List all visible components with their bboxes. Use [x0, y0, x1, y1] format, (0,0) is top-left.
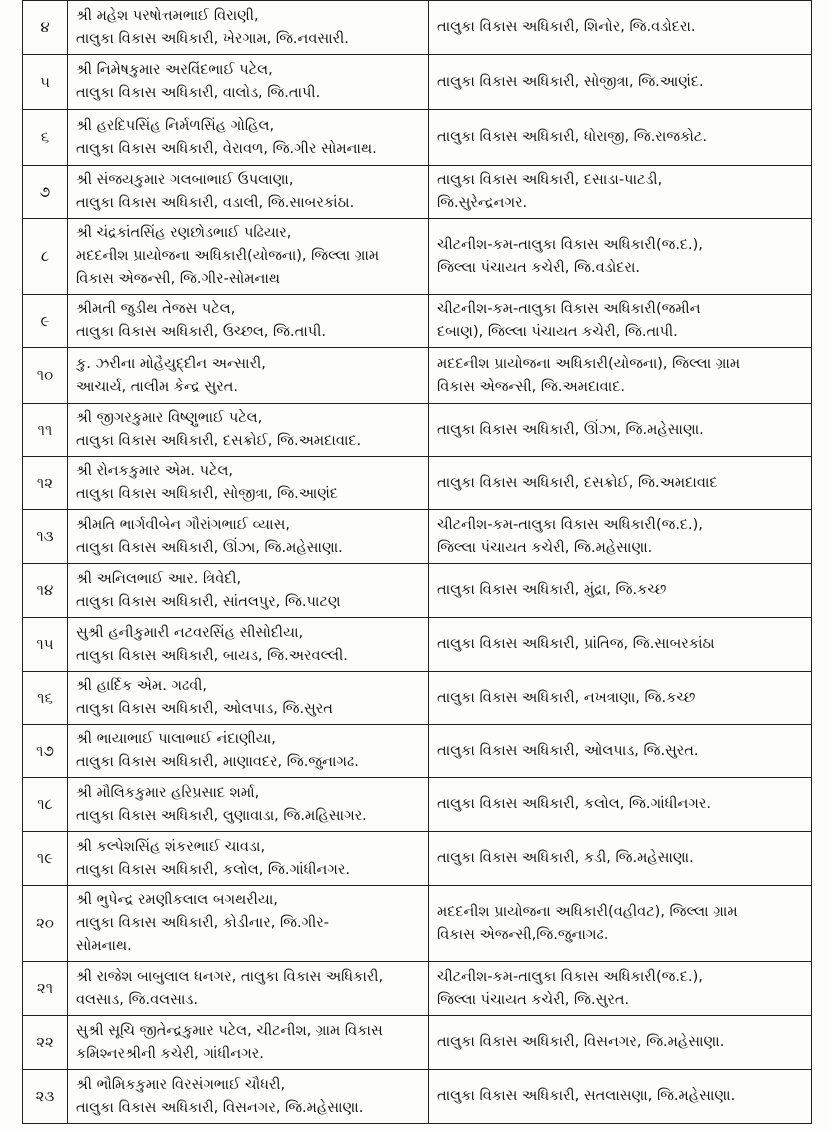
officer-current-post [68, 886, 429, 962]
table-row [23, 457, 812, 510]
officer-current-post [68, 564, 429, 618]
serial-number: ૨૧ [23, 962, 68, 1016]
officer-new-post [429, 886, 812, 962]
officer-new-post [429, 295, 812, 348]
serial-number: ૬ [23, 110, 68, 166]
officer-current-post [68, 962, 429, 1016]
cell-line: તાલુકા વિકાસ અધિકારી, કડી, જિ.મહેસાણા. [437, 850, 694, 866]
officer-current-post [68, 110, 429, 166]
officer-new-post [429, 219, 812, 295]
officer-new-post [429, 110, 812, 166]
cell-line: તાલુકા વિકાસ અધિકારી, ઊંઝા, જિ.મહેસાણા. [437, 421, 704, 438]
cell-line: તાલુકા વિકાસ અધિકારી, નખત્રાણા, જિ.કચ્છ [437, 689, 696, 706]
officer-new-post [429, 1, 812, 55]
cell-line: તાલુકા વિકાસ અધિકારી, બાયડ, જિ.અરવલ્લી. [76, 647, 348, 664]
cell-line: તાલુકા વિકાસ અધિકારી, ખેરગામ, જિ.નવસારી. [76, 30, 349, 47]
serial-number: ૨૦ [23, 886, 68, 962]
cell-line: શ્રી સંજયકુમાર ગલબાભાઈ ઉપલાણા, [76, 172, 294, 188]
cell-line: ચીટનીશ-કમ-તાલુકા વિકાસ અધિકારી(જ.દ.), [437, 968, 703, 985]
serial-number: ૧૭ [23, 725, 68, 778]
officer-current-post [68, 166, 429, 219]
table-row [23, 1, 812, 55]
cell-line: તાલુકા વિકાસ અધિકારી, ધોરાજી, જિ.રાજકોટ. [437, 129, 707, 145]
officer-new-post [429, 348, 812, 404]
cell-line: સોમનાથ. [76, 938, 132, 954]
cell-line: તાલુકા વિકાસ અધિકારી, પ્રાંતિજ, જિ.સાબરકાંઠા [437, 636, 715, 652]
serial-number: ૯ [23, 295, 68, 348]
serial-number: ૧૦ [23, 348, 68, 404]
cell-line: તાલુકા વિકાસ અધિકારી, સાંતલપુર, જિ.પાટણ [76, 593, 341, 610]
officer-current-post [68, 348, 429, 404]
table-row [23, 725, 812, 778]
cell-line: શ્રી નિમેષકુમાર અરવિંદભાઈ પટેલ, [76, 62, 273, 78]
table-row [23, 110, 812, 166]
cell-line: ચીટનીશ-કમ-તાલુકા વિકાસ અધિકારી(જ.દ.), [437, 516, 703, 533]
cell-line: તાલુકા વિકાસ અધિકારી, ઓલપાડ, જિ.સુરત [76, 701, 333, 717]
serial-number: ૧૪ [23, 564, 68, 618]
cell-line: શ્રી અનિલભાઈ આર. ત્રિવેદી, [76, 570, 242, 587]
cell-line: તાલુકા વિકાસ અધિકારી, વડાલી, જિ.સાબરકાંઠા. [76, 195, 355, 211]
cell-line: જિલ્લા પંચાયત કચેરી, જિ.સુરત. [437, 991, 630, 1008]
cell-line: મદદનીશ પ્રાયોજના અધિકારી(યોજના), જિલ્લા ગ્રામ [437, 355, 741, 372]
cell-line: તાલુકા વિકાસ અધિકારી, ઊંઝા, જિ.મહેસાણા. [76, 539, 343, 556]
cell-line: શ્રીમતી જુડીથ તેજસ પટેલ, [76, 301, 236, 317]
officer-current-post [68, 672, 429, 725]
officer-new-post [429, 962, 812, 1016]
officer-current-post [68, 510, 429, 564]
cell-line: તાલુકા વિકાસ અધિકારી, સતલાસણા, જિ.મહેસાણા. [437, 1088, 736, 1104]
cell-line: જિલ્લા પંચાયત કચેરી, જિ.મહેસાણા. [437, 539, 653, 556]
cell-line: તાલુકા વિકાસ અધિકારી, ઓલપાડ, જિ.સુરત. [437, 742, 699, 759]
officer-current-post [68, 618, 429, 672]
cell-line: તાલુકા વિકાસ અધિકારી, સોજીત્રા, જિ.આણંદ [76, 486, 338, 502]
officer-new-post [429, 778, 812, 832]
cell-line: શ્રી કલ્પેશસિંહ શંકરભાઈ ચાવડા, [76, 838, 266, 855]
cell-line: શ્રી ભાયાભાઈ પાલાભાઈ નંદાણીયા, [76, 731, 276, 747]
serial-number: ૧૧ [23, 404, 68, 457]
serial-number: ૮ [23, 219, 68, 295]
cell-line: વિકાસ એજન્સી,જિ.જુનાગઢ. [437, 926, 609, 943]
cell-line: દબાણ), જિલ્લા પંચાયત કચેરી, જિ.તાપી. [437, 324, 678, 340]
cell-line: શ્રી ચંદ્રકાંતસિંહ રણછોડભાઈ પઢિયાર, [76, 225, 292, 241]
cell-line: તાલુકા વિકાસ અધિકારી, કલોલ, જિ.ગાંધીનગર. [76, 861, 350, 878]
cell-line: તાલુકા વિકાસ અધિકારી, લુણાવાડા, જિ.મહિસાગર. [76, 807, 367, 824]
cell-line: તાલુકા વિકાસ અધિકારી, વિસનગર, જિ.મહેસાણા. [437, 1034, 725, 1050]
officer-new-post [429, 166, 812, 219]
cell-line: શ્રી ભૌમિકકુમાર વિરસંગભાઈ ચૌધરી, [76, 1076, 286, 1093]
officer-current-post [68, 295, 429, 348]
serial-number: ૭ [23, 166, 68, 219]
officer-new-post [429, 55, 812, 110]
table-row [23, 962, 812, 1016]
table-row [23, 672, 812, 725]
officer-current-post [68, 778, 429, 832]
table-row [23, 404, 812, 457]
cell-line: વિકાસ એજન્સી, જિ.ગીર-સોમનાથ [76, 271, 280, 287]
table-row [23, 348, 812, 404]
cell-line: તાલુકા વિકાસ અધિકારી, વેરાવળ, જિ.ગીર સોમનાથ. [76, 140, 377, 157]
officer-current-post [68, 832, 429, 886]
cell-line: તાલુકા વિકાસ અધિકારી, દસાડા-પાટડી, [437, 172, 663, 188]
table-row [23, 295, 812, 348]
cell-line: તાલુકા વિકાસ અધિકારી, શિનોર, જિ.વડોદરા. [437, 19, 696, 35]
table-row [23, 510, 812, 564]
cell-line: શ્રી જીગરકુમાર વિષ્ણુભાઈ પટેલ, [76, 410, 263, 426]
cell-line: શ્રી રોનકકુમાર એમ. પટેલ, [76, 463, 234, 479]
cell-line: કમિશ્નરશ્રીની કચેરી, ગાંધીનગર. [76, 1045, 264, 1062]
cell-line: સુશ્રી હનીકુમારી નટવરસિંહ સીસોદીયા, [76, 624, 304, 641]
serial-number: ૨૨ [23, 1016, 68, 1070]
officer-current-post [68, 55, 429, 110]
cell-line: ચીટનીશ-કમ-તાલુકા વિકાસ અધિકારી(જમીન [437, 301, 701, 317]
transfer-table-body [23, 1, 812, 1124]
officer-new-post [429, 510, 812, 564]
table-row [23, 564, 812, 618]
serial-number: ૧૯ [23, 832, 68, 886]
serial-number: ૧૮ [23, 778, 68, 832]
cell-line: વલસાડ, જિ.વલસાડ. [76, 991, 198, 1008]
serial-number: ૧૨ [23, 457, 68, 510]
cell-line: કુ. ઝરીના મોહૈયુદ્દીન અન્સારી, [76, 355, 266, 372]
officer-current-post [68, 404, 429, 457]
table-row [23, 778, 812, 832]
cell-line: તાલુકા વિકાસ અધિકારી, કોડીનાર, જિ.ગીર- [76, 915, 330, 931]
cell-line: સુશ્રી સૂચિ જીતેન્દ્રકુમાર પટેલ, ચીટનીશ, ગ્રામ વિકાસ [76, 1022, 383, 1039]
cell-line: શ્રી રાજેશ બાબુલાલ ધનગર, તાલુકા વિકાસ અધિકારી, [76, 968, 384, 985]
cell-line: તાલુકા વિકાસ અધિકારી, ઉચ્છલ, જિ.તાપી. [76, 324, 326, 340]
cell-line: તાલુકા વિકાસ અધિકારી, વિસનગર, જિ.મહેસાણા. [76, 1099, 364, 1116]
officer-new-post [429, 564, 812, 618]
serial-number: ૧૬ [23, 672, 68, 725]
officer-current-post [68, 219, 429, 295]
officer-current-post [68, 1016, 429, 1070]
cell-line: આચાર્ય, તાલીમ કેન્દ્ર સુરત. [76, 378, 238, 395]
cell-line: તાલુકા વિકાસ અધિકારી, દસક્રોઈ, જિ.અમદાવાદ. [76, 433, 362, 449]
transfer-table [22, 0, 812, 1124]
cell-line: વિકાસ એજન્સી, જિ.અમદાવાદ. [437, 378, 625, 395]
cell-line: તાલુકા વિકાસ અધિકારી, મુંદ્રા, જિ.કચ્છ [437, 582, 667, 598]
officer-current-post [68, 457, 429, 510]
cell-line: શ્રીમતિ ભાર્ગવીબેન ગૌરાંગભાઈ વ્યાસ, [76, 516, 290, 533]
cell-line: તાલુકા વિકાસ અધિકારી, દસક્રોઈ, જિ.અમદાવાદ [437, 474, 718, 491]
cell-line: મદદનીશ પ્રાયોજના અધિકારી(યોજના), જિલ્લા ગ્રામ [76, 248, 380, 264]
officer-new-post [429, 404, 812, 457]
cell-line: જિ.સુરેન્દ્રનગર. [437, 195, 528, 211]
table-row [23, 832, 812, 886]
serial-number: ૪ [23, 1, 68, 55]
table-row [23, 1070, 812, 1124]
table-row [23, 219, 812, 295]
serial-number: ૧૫ [23, 618, 68, 672]
cell-line: ચીટનીશ-કમ-તાલુકા વિકાસ અધિકારી(જ.દ.), [437, 236, 703, 253]
cell-line: શ્રી હરદિપસિંહ નિર્મળસિંહ ગોહિલ, [76, 117, 275, 134]
cell-line: શ્રી મહેશ પરષોત્તમભાઈ વિરાણી, [76, 7, 259, 24]
cell-line: શ્રી મૌલિકકુમાર હરિપ્રસાદ શર્મા, [76, 784, 260, 801]
cell-line: તાલુકા વિકાસ અધિકારી, વાલોડ, જિ.તાપી. [76, 85, 321, 101]
officer-new-post [429, 725, 812, 778]
officer-current-post [68, 1070, 429, 1124]
table-row [23, 618, 812, 672]
officer-new-post [429, 1016, 812, 1070]
officer-new-post [429, 1070, 812, 1124]
officer-new-post [429, 618, 812, 672]
officer-new-post [429, 457, 812, 510]
cell-line: શ્રી હાર્દિક એમ. ગઢવી, [76, 678, 207, 694]
serial-number: ૧૩ [23, 510, 68, 564]
serial-number: ૨૩ [23, 1070, 68, 1124]
serial-number: ૫ [23, 55, 68, 110]
officer-new-post [429, 672, 812, 725]
cell-line: તાલુકા વિકાસ અધિકારી, સોજીત્રા, જિ.આણંદ. [437, 73, 704, 90]
table-row [23, 1016, 812, 1070]
table-row [23, 166, 812, 219]
table-row [23, 55, 812, 110]
officer-new-post [429, 832, 812, 886]
officer-current-post [68, 725, 429, 778]
cell-line: તાલુકા વિકાસ અધિકારી, કલોલ, જિ.ગાંધીનગર. [437, 796, 711, 812]
cell-line: શ્રી ભુપેન્દ્ર રમણીકલાલ બગથરીયા, [76, 892, 278, 908]
cell-line: તાલુકા વિકાસ અધિકારી, માણાવદર, જિ.જુનાગઢ. [76, 754, 359, 770]
cell-line: મદદનીશ પ્રાયોજના અધિકારી(વહીવટ), જિલ્લા ગ્રામ [437, 903, 738, 920]
table-row [23, 886, 812, 962]
cell-line: જિલ્લા પંચાયત કચેરી, જિ.વડોદરા. [437, 259, 641, 276]
officer-current-post [68, 1, 429, 55]
